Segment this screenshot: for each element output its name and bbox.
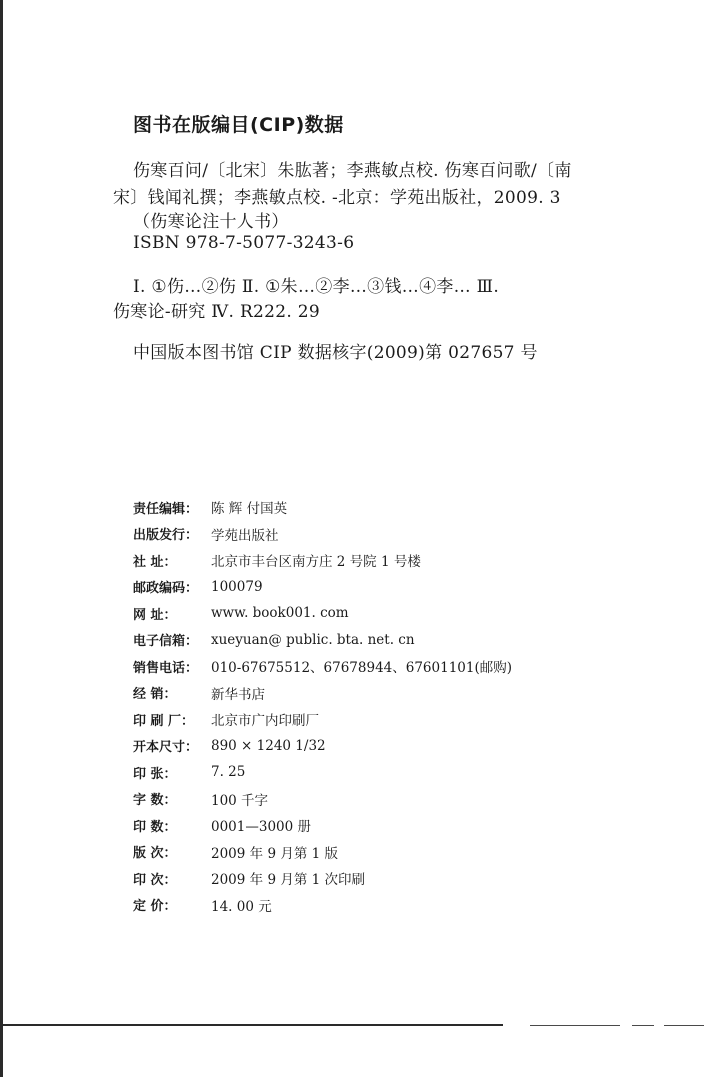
info-value: 新华书店 bbox=[211, 686, 265, 703]
info-label: 经 销： bbox=[133, 687, 177, 703]
bottom-rule-dash bbox=[664, 1025, 704, 1026]
info-row-print-run bbox=[133, 812, 653, 839]
info-value: 陈 辉 付国英 bbox=[211, 501, 288, 518]
info-value: 0001—3000 册 bbox=[211, 819, 312, 836]
info-label: 印 张： bbox=[133, 766, 177, 782]
cip-entry-line: 宋〕钱闻礼撰；李燕敏点校. -北京：学苑出版社，2009. 3 bbox=[113, 188, 561, 208]
info-label: 印 数： bbox=[133, 819, 177, 835]
cip-classification-line: 伤寒论-研究 Ⅳ. R222. 29 bbox=[113, 302, 321, 322]
bottom-rule-dash bbox=[632, 1025, 654, 1026]
info-value: 010-67675512、67678944、67601101(邮购) bbox=[211, 660, 513, 677]
info-value: 学苑出版社 bbox=[211, 527, 279, 544]
cip-record-number: 中国版本图书馆 CIP 数据核字(2009)第 027657 号 bbox=[133, 343, 538, 363]
cip-series-line: （伤寒论注十人书） bbox=[133, 212, 289, 232]
cip-isbn-line: ISBN 978-7-5077-3243-6 bbox=[133, 233, 355, 253]
info-value: 7. 25 bbox=[211, 764, 246, 781]
cip-heading: 图书在版编目(CIP)数据 bbox=[133, 114, 344, 136]
info-value: 100079 bbox=[211, 578, 263, 595]
publication-info-list bbox=[133, 494, 653, 918]
info-label: 电子信箱： bbox=[133, 634, 199, 650]
bottom-rule-dash bbox=[530, 1025, 620, 1026]
info-label: 网 址： bbox=[133, 607, 177, 623]
info-row-printing bbox=[133, 865, 653, 892]
info-label: 社 址： bbox=[133, 554, 177, 570]
info-label: 开本尺寸： bbox=[133, 740, 199, 756]
info-value: 100 千字 bbox=[211, 792, 269, 809]
info-row-postcode bbox=[133, 574, 653, 601]
info-row-price bbox=[133, 892, 653, 919]
info-label: 邮政编码： bbox=[133, 581, 199, 597]
info-value: 890 × 1240 1/32 bbox=[211, 737, 326, 754]
info-row-address bbox=[133, 547, 653, 574]
info-label: 印 刷 厂： bbox=[133, 713, 195, 729]
info-value: 北京市丰台区南方庄 2 号院 1 号楼 bbox=[211, 554, 421, 571]
info-row-website bbox=[133, 600, 653, 627]
info-label: 字 数： bbox=[133, 793, 177, 809]
info-row-format bbox=[133, 733, 653, 760]
info-row-word-count bbox=[133, 786, 653, 813]
info-row-distributor bbox=[133, 680, 653, 707]
cip-entry-line: 伤寒百问/〔北宋〕朱肱著；李燕敏点校. 伤寒百问歌/〔南 bbox=[133, 161, 572, 181]
info-value: 2009 年 9 月第 1 次印刷 bbox=[211, 872, 365, 889]
info-value: 北京市广内印刷厂 bbox=[211, 713, 319, 730]
cip-classification-line: Ⅰ. ①伤…②伤 Ⅱ. ①朱…②李…③钱…④李… Ⅲ. bbox=[133, 277, 500, 297]
info-value: xueyuan@ public. bta. net. cn bbox=[211, 631, 415, 648]
info-value: www. book001. com bbox=[211, 605, 349, 622]
info-row-edition bbox=[133, 839, 653, 866]
info-label: 印 次： bbox=[133, 872, 177, 888]
info-label: 责任编辑： bbox=[133, 501, 199, 517]
info-row-printed-sheets bbox=[133, 759, 653, 786]
info-row-publisher bbox=[133, 521, 653, 548]
info-row-email bbox=[133, 627, 653, 654]
info-value: 14. 00 元 bbox=[211, 898, 272, 915]
info-label: 出版发行： bbox=[133, 528, 199, 544]
info-label: 定 价： bbox=[133, 899, 177, 915]
info-row-sales-phone bbox=[133, 653, 653, 680]
info-row-printer bbox=[133, 706, 653, 733]
info-row-editor bbox=[133, 494, 653, 521]
bottom-rule bbox=[3, 1024, 503, 1026]
info-label: 销售电话： bbox=[133, 660, 199, 676]
info-value: 2009 年 9 月第 1 版 bbox=[211, 845, 338, 862]
info-label: 版 次： bbox=[133, 846, 177, 862]
left-edge-rule bbox=[0, 0, 3, 1077]
